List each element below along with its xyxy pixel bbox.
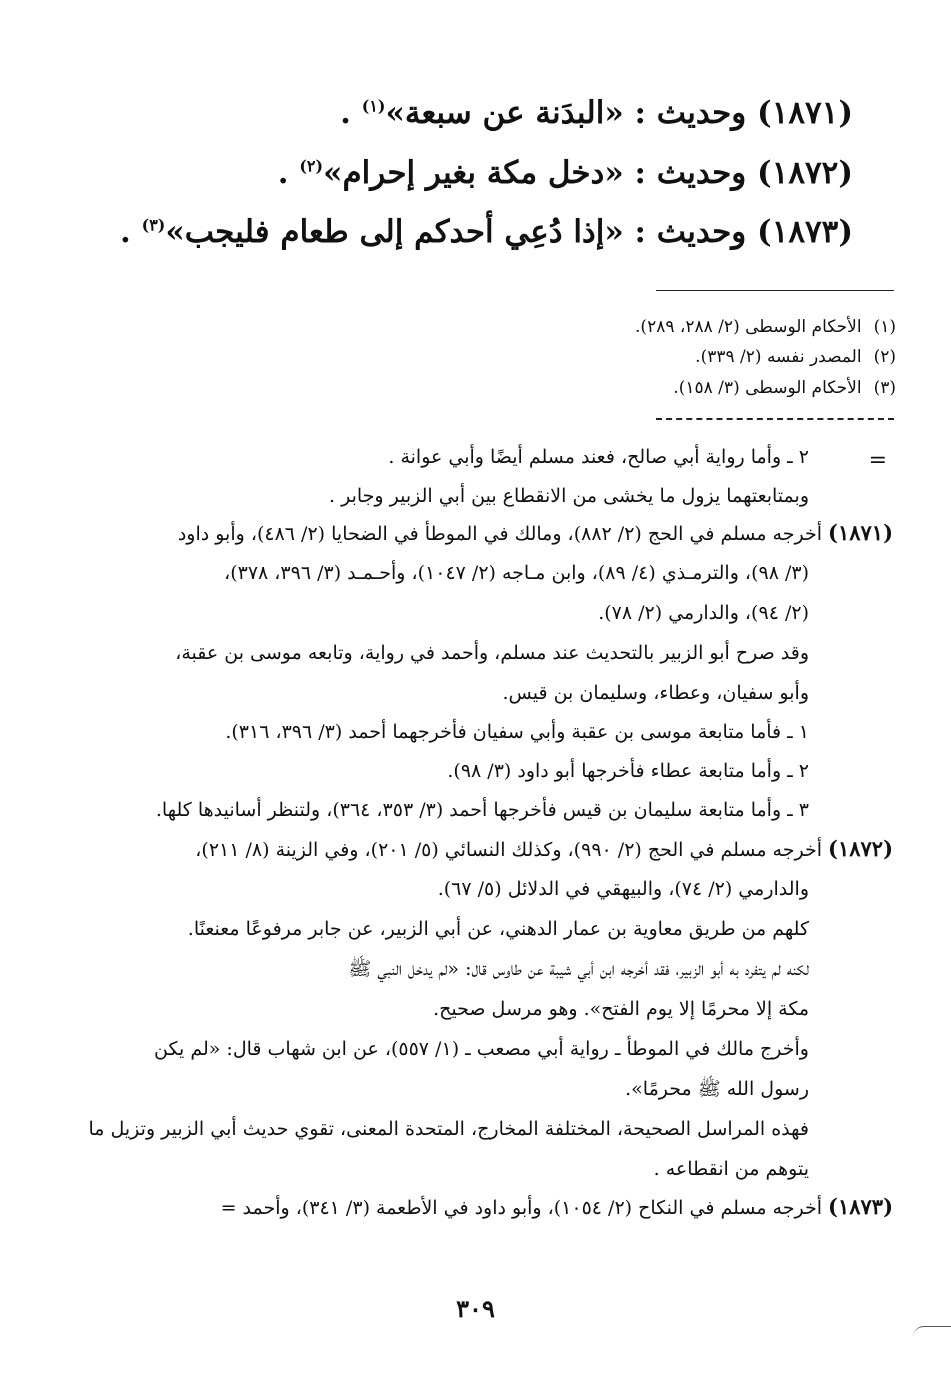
footnote-ref: (٢) (299, 156, 324, 176)
scan-corner-mark (913, 1326, 951, 1337)
entry-line: مكة إلا محرمًا إلا يوم الفتح». وهو مرسل صحيح. (433, 998, 809, 1020)
hadith-number: (١٨٧٢) (757, 155, 853, 191)
entry-line: ٣ ـ وأما متابعة سليمان بن قيس فأخرجها أحمد (٣/ ٣٥٣، ٣٦٤)، ولتنظر أسانيدها كلها. (155, 799, 809, 821)
page-number: ٣٠٩ (456, 1294, 495, 1323)
continuation-mark: = (868, 448, 887, 473)
hadith-suffix: . (340, 95, 351, 131)
entry-line: لكنه لم يتفرد به أبو الزبير، فقد أخرجه ابن أبي شيبة عن طاوس قال: «لم يدخل النبي ﷺ (348, 958, 809, 980)
entry-line: فهذه المراسل الصحيحة، المختلفة المخارج، المتحدة المعنى، تقوي حديث أبي الزبير وتزيل ما (88, 1118, 809, 1140)
hadith-number: (١٨٧٣) (757, 214, 853, 250)
hadith-number: (١٨٧١) (757, 95, 853, 131)
hadith-text: «البدَنة عن سبعة» (385, 95, 624, 131)
commentary-separator (656, 418, 894, 420)
continuation-line: وبمتابعتهما يزول ما يخشى من الانقطاع بين أبي الزبير وجابر . (329, 485, 809, 507)
entry-1872-first-line (195, 834, 893, 865)
footnote-2 (336, 344, 896, 370)
hadith-text: «دخل مكة بغير إحرام» (323, 155, 624, 191)
entry-line: وقد صرح أبو الزبير بالتحديث عند مسلم، وأحمد في رواية، وتابعه موسى بن عقبة، (175, 642, 809, 664)
footnote-text: الأحكام الوسطى (٢/ ٢٨٨، ٢٨٩). (635, 317, 862, 337)
entry-line: كلهم من طريق معاوية بن عمار الدهني، عن أبي الزبير، عن جابر مرفوعًا معنعنًا. (187, 918, 809, 940)
continuation-line: ٢ ـ وأما رواية أبي صالح، فعند مسلم أيضًا وأبي عوانة . (388, 446, 809, 468)
footnote-number: (١) (873, 317, 896, 337)
hadith-heading-1872 (93, 153, 853, 193)
entry-line: والدارمي (٢/ ٧٤)، والبيهقي في الدلائل (٥/ ٦٧). (437, 878, 809, 900)
hadith-suffix: . (277, 155, 289, 191)
entry-line: رسول الله ﷺ محرمًا». (625, 1078, 809, 1100)
entry-number: (١٨٧٣) (828, 1194, 893, 1219)
entry-line: وأبو سفيان، وعطاء، وسليمان بن قيس. (502, 682, 809, 704)
hadith-suffix: . (120, 214, 131, 250)
entry-text: أخرجه مسلم في الحج (٢/ ٨٨٢)، ومالك في الموطأ في الضحايا (٢/ ٤٨٦)، وأبو داود (177, 523, 822, 545)
footnote-number: (٣) (873, 378, 896, 398)
entry-1871-first-line (178, 518, 893, 549)
entry-line: (٣/ ٩٨)، والترمـذي (٤/ ٨٩)، وابن مـاجه (٢/ ١٠٤٧)، وأحـمـد (٣/ ٣٩٦، ٣٧٨)، (224, 562, 809, 584)
footnote-text: المصدر نفسه (٢/ ٣٣٩). (695, 347, 862, 367)
entry-line: (٢/ ٩٤)، والدارمي (٢/ ٧٨). (598, 602, 809, 624)
hadith-heading-1871 (93, 93, 853, 133)
entry-number: (١٨٧٢) (828, 836, 893, 861)
footnote-ref: (٣) (141, 215, 166, 235)
entry-line: وأخرج مالك في الموطأ ـ رواية أبي مصعب ـ (١/ ٥٥٧)، عن ابن شهاب قال: «لم يكن (154, 1038, 809, 1060)
footnote-3 (336, 375, 896, 401)
hadith-text: «إذا دُعِي أحدكم إلى طعام فليجب» (165, 214, 624, 250)
footnote-number: (٢) (873, 347, 896, 367)
entry-1873-first-line (221, 1192, 893, 1223)
entry-line: ١ ـ فأما متابعة موسى بن عقبة وأبي سفيان فأخرجهما أحمد (٣/ ٣٩٦، ٣١٦). (225, 721, 809, 743)
entry-line: يتوهم من انقطاعه . (653, 1158, 809, 1180)
footnote-text: الأحكام الوسطى (٣/ ١٥٨). (673, 378, 862, 398)
entry-line: ٢ ـ وأما متابعة عطاء فأخرجها أبو داود (٣/ ٩٨). (447, 760, 809, 782)
hadith-prefix: وحديث : (634, 95, 747, 131)
footnote-separator (656, 290, 894, 291)
entry-text: أخرجه مسلم في الحج (٢/ ٩٩٠)، وكذلك النسائي (٥/ ٢٠١)، وفي الزينة (٨/ ٢١١)، (195, 839, 822, 861)
footnote-1 (336, 314, 896, 340)
entry-number: (١٨٧١) (828, 520, 893, 545)
footnote-ref: (١) (361, 96, 386, 116)
entry-text: أخرجه مسلم في النكاح (٢/ ١٠٥٤)، وأبو داود في الأطعمة (٣/ ٣٤١)، وأحمد = (220, 1197, 822, 1219)
hadith-heading-1873 (93, 212, 853, 252)
hadith-prefix: وحديث : (634, 155, 747, 191)
hadith-prefix: وحديث : (634, 214, 747, 250)
